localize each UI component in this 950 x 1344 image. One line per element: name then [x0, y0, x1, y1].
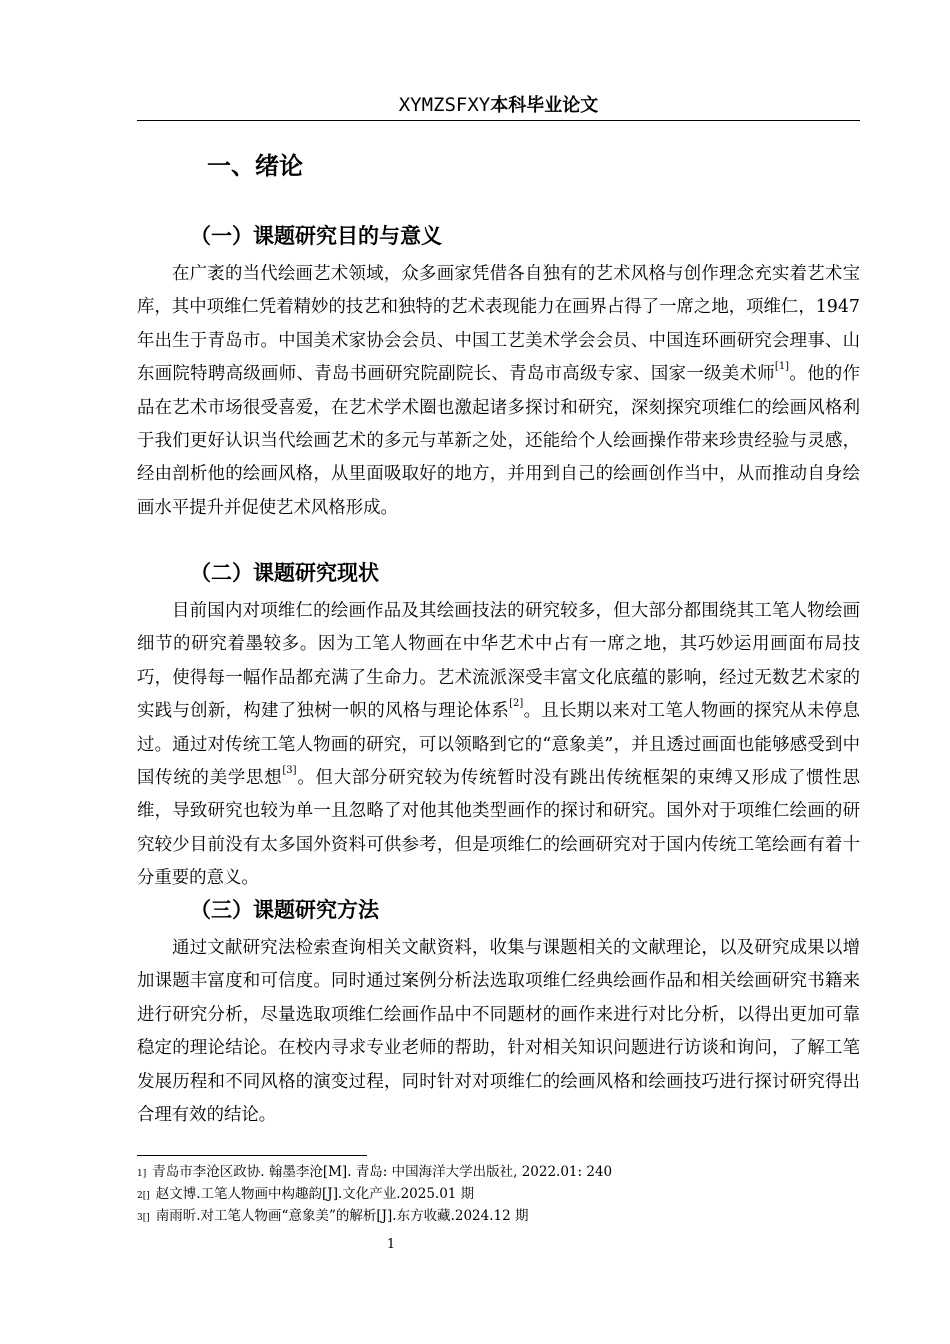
footnote-mark: 2[]: [137, 1191, 150, 1201]
page-number: 1: [386, 1237, 396, 1252]
citation-ref-3: [3]: [282, 765, 297, 777]
paragraph-method: 通过文献研究法检索查询相关文献资料，收集与课题相关的文献理论，以及研究成果以增加课题丰富度和可信度。同时通过案例分析法选取项维仁经典绘画作品和相关绘画研究书籍来进行研究分析，尽量选取项维仁绘画作品中不同题材的画作来进行对比分析，以得出更加可靠稳定的理论结论。在校内寻求专业老师的帮助，针对相关知识问题进行访谈和询问，了解工笔发展历程和不同风格的演变过程，同时针对对项维仁的绘画风格和绘画技巧进行探讨研究得出合理有效的结论。: [137, 938, 860, 1126]
footnote-list: [137, 1161, 860, 1227]
citation-ref-1: [1]: [774, 361, 790, 373]
paragraph-text: 。且长期以来对工笔人物画的探究从未停息过。通过对传统工笔人物画的研究，可以领略到它的“意象美”，并且透过画面也能够感受到中国传统的美学思想: [137, 701, 860, 789]
paragraph-status: [137, 595, 860, 896]
footnote-mark: 1]: [137, 1169, 147, 1179]
paragraph-text: 目前国内对项维仁的绘画作品及其绘画技法的研究较多，但大部分都围绕其工笔人物绘画细节的研究着墨较多。因为工笔人物画在中华艺术中占有一席之地，其巧妙运用画面布局技巧，使得每一幅作品都充满了生命力。艺术流派深受丰富文化底蕴的影响，经过无数艺术家的实践与创新，构建了独树一帜的风格与理论体系: [137, 601, 860, 722]
section-heading-status: （二）课题研究现状: [190, 561, 379, 585]
header-code: XYMZSFXY: [398, 94, 491, 116]
header-title: 本科毕业论文: [490, 95, 599, 116]
footnote-item: [137, 1205, 860, 1227]
paragraph-text: 在广袤的当代绘画艺术领域，众多画家凭借各自独有的艺术风格与创作理念充实着艺术宝库，其中项维仁凭着精妙的技艺和独特的艺术表现能力在画界占得了一席之地，项维仁，1947 年出生于青岛市。中国美术家协会会员、中国工艺美术学会会员、中国连环画研究会理事、山东画院特聘高级画师、青岛书画研究院副院长、青岛市高级专家、国家一级美术师: [137, 264, 860, 385]
footnote-text: 南雨昕.对工笔人物画“意象美”的解析[J].东方收藏.2024.12 期: [155, 1208, 529, 1224]
header-line: [399, 92, 599, 119]
section-heading-method: （三）课题研究方法: [190, 898, 379, 922]
paragraph-purpose: [137, 258, 860, 525]
footnote-separator: [137, 1155, 367, 1156]
running-header: [137, 92, 860, 121]
paragraph-text: 。他的作品在艺术市场很受喜爱，在艺术学术圈也激起诸多探讨和研究，深刻探究项维仁的绘画风格利于我们更好认识当代绘画艺术的多元与革新之处，还能给个人绘画操作带来珍贵经验与灵感，经由剖析他的绘画风格，从里面吸取好的地方，并用到自己的绘画创作当中，从而推动自身绘画水平提升并促使艺术风格形成。: [137, 364, 860, 518]
footnote-text: 赵文博.工笔人物画中构趣韵[J].文化产业.2025.01 期: [155, 1186, 475, 1202]
footnote-item: [137, 1161, 860, 1183]
footnote-item: [137, 1183, 860, 1205]
footnote-text: 青岛市李沧区政协. 翰墨李沧[M]. 青岛: 中国海洋大学出版社, 2022.01: 240: [152, 1164, 613, 1180]
section-heading-purpose: （一）课题研究目的与意义: [190, 224, 442, 248]
citation-ref-2: [2]: [509, 698, 524, 710]
footnote-mark: 3[]: [137, 1213, 150, 1223]
paragraph-text: 。但大部分研究较为传统暂时没有跳出传统框架的束缚又形成了惯性思维，导致研究也较为单一且忽略了对他其他类型画作的探讨和研究。国外对于项维仁绘画的研究较少目前没有太多国外资料可供参考，但是项维仁的绘画研究对于国内传统工笔绘画有着十分重要的意义。: [137, 768, 860, 889]
chapter-title: 一、绪论: [207, 152, 303, 180]
